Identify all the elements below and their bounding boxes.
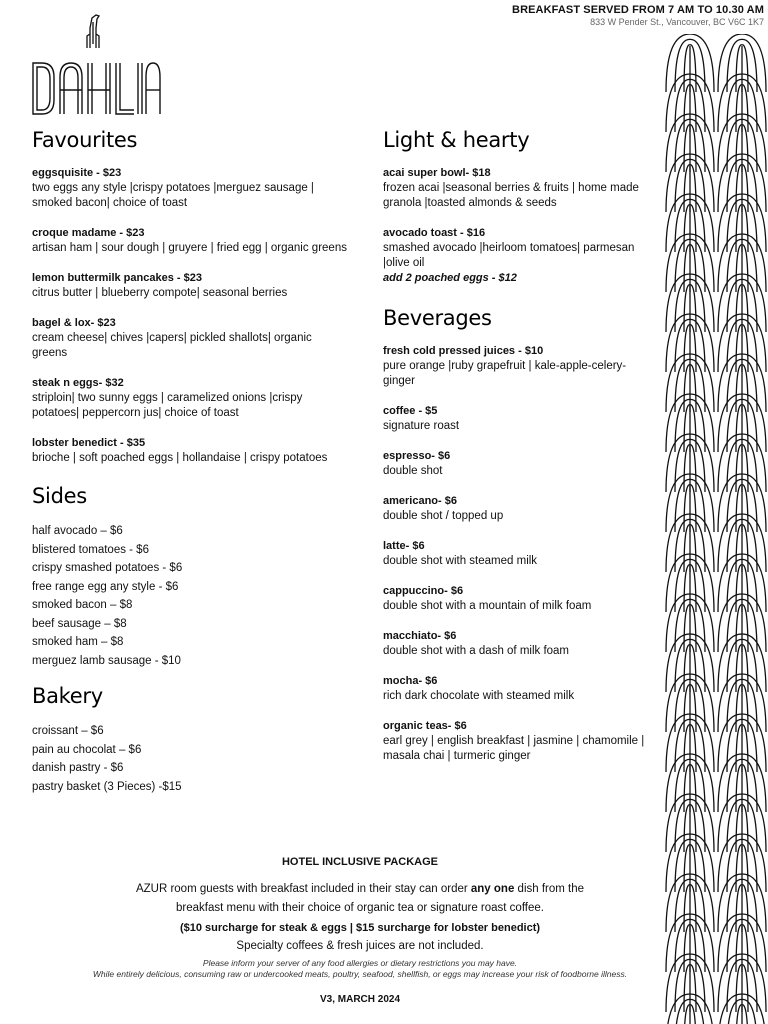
menu-item-name: americano- $6 — [383, 495, 457, 507]
menu-item — [383, 226, 645, 286]
list-item: blistered tomatoes - $6 — [32, 543, 149, 556]
menu-item — [383, 404, 645, 434]
menu-item-description: cream cheese| chives |capers| pickled shallots| organic greens — [32, 332, 312, 359]
left-column — [32, 128, 350, 808]
menu-item-name: lemon buttermilk pancakes - $23 — [32, 272, 202, 284]
disclaimer — [0, 958, 720, 980]
disclaimer-line-1: Please inform your server of any food allergies or dietary restrictions you may have. — [202, 958, 518, 968]
menu-item — [383, 584, 645, 614]
menu-item-name: fresh cold pressed juices - $10 — [383, 345, 544, 357]
menu-item — [32, 436, 350, 466]
menu-item-name: mocha- $6 — [383, 675, 438, 687]
menu-item-name: coffee - $5 — [383, 405, 438, 417]
menu-item — [32, 226, 350, 256]
menu-item-name: eggsquisite - $23 — [32, 167, 122, 179]
breakfast-hours: BREAKFAST SERVED FROM 7 AM TO 10.30 AM — [512, 4, 764, 16]
menu-item-name: macchiato- $6 — [383, 630, 457, 642]
menu-item-name: espresso- $6 — [383, 450, 451, 462]
package-description — [125, 880, 595, 918]
favourites-title: Favourites — [32, 128, 138, 152]
menu-item — [383, 494, 645, 524]
header-info — [512, 4, 764, 27]
footer — [0, 856, 720, 1005]
menu-item-addon: add 2 poached eggs - $12 — [383, 272, 517, 284]
menu-item-description: double shot — [383, 465, 443, 477]
beverages-list — [383, 344, 645, 764]
menu-item-description: double shot with a dash of milk foam — [383, 645, 570, 657]
list-item: merguez lamb sausage - $10 — [32, 654, 181, 667]
menu-item-description: brioche | soft poached eggs | hollandaise | crispy potatoes — [32, 452, 328, 464]
sides-title: Sides — [32, 484, 87, 508]
package-text-bold: any one — [470, 883, 515, 895]
light-hearty-title: Light & hearty — [383, 128, 530, 152]
favourites-list — [32, 166, 350, 466]
menu-item-name: bagel & lox- $23 — [32, 317, 116, 329]
address: 833 W Pender St., Vancouver, BC V6C 1K7 — [590, 17, 764, 27]
list-item: smoked ham – $8 — [32, 636, 124, 648]
list-item: free range egg any style - $6 — [32, 580, 179, 593]
menu-item — [32, 316, 350, 361]
package-text-before: AZUR room guests with breakfast included in their stay can order — [135, 883, 471, 895]
leaf-scale — [718, 34, 766, 92]
menu-item-name: croque madame - $23 — [32, 227, 145, 239]
logo-letters — [33, 63, 160, 114]
list-item: pastry basket (3 Pieces) -$15 — [32, 780, 182, 793]
menu-item-name: lobster benedict - $35 — [32, 437, 146, 449]
menu-item — [383, 719, 645, 764]
package-note: Specialty coffees & fresh juices are not included. — [236, 940, 484, 952]
menu-item — [383, 344, 645, 389]
list-item: half avocado – $6 — [32, 525, 123, 537]
menu-item — [383, 166, 645, 211]
sides-list — [32, 522, 350, 670]
package-title: HOTEL INCLUSIVE PACKAGE — [281, 856, 439, 868]
list-item: crispy smashed potatoes - $6 — [32, 562, 183, 574]
menu-item — [32, 271, 350, 301]
menu-item-description: double shot with steamed milk — [383, 555, 538, 567]
menu-item-description: signature roast — [383, 420, 460, 432]
dahlia-logo-graphic — [30, 8, 162, 120]
menu-item — [32, 166, 350, 211]
giraffe-icon — [87, 15, 99, 48]
menu-item-description: frozen acai |seasonal berries & fruits | home made granola |toasted almonds & seeds — [383, 182, 639, 209]
menu-item-name: cappuccino- $6 — [383, 585, 464, 597]
art-deco-leaf-pattern-icon — [664, 34, 768, 1024]
bakery-title: Bakery — [32, 684, 103, 708]
menu-item-name: organic teas- $6 — [383, 720, 467, 732]
menu-item-description: pure orange |ruby grapefruit | kale-apple-celery-ginger — [383, 360, 627, 387]
list-item: croissant – $6 — [32, 725, 104, 737]
right-column — [383, 128, 645, 779]
menu-item-description: striploin| two sunny eggs | caramelized onions |crispy potatoes| peppercorn jus| choice of toast — [32, 392, 303, 419]
menu-item — [32, 376, 350, 421]
menu-item-description: rich dark chocolate with steamed milk — [383, 690, 575, 702]
bakery-list — [32, 722, 350, 796]
menu-item-description: double shot / topped up — [383, 510, 504, 522]
list-item: pain au chocolat – $6 — [32, 743, 142, 756]
menu-item-description: two eggs any style |crispy potatoes |merguez sausage | smoked bacon| choice of toast — [32, 182, 314, 209]
menu-item-description: smashed avocado |heirloom tomatoes| parmesan |olive oil — [383, 242, 635, 269]
list-item: danish pastry - $6 — [32, 762, 124, 774]
light-hearty-list — [383, 166, 645, 286]
menu-item-name: latte- $6 — [383, 540, 425, 552]
list-item: beef sausage – $8 — [32, 617, 127, 630]
menu-item-name: steak n eggs- $32 — [32, 377, 124, 389]
menu-item — [383, 629, 645, 659]
menu-item — [383, 449, 645, 479]
package-surcharge: ($10 surcharge for steak & eggs | $15 surcharge for lobster benedict) — [179, 922, 541, 934]
list-item: smoked bacon – $8 — [32, 599, 133, 611]
leaf-scale — [666, 34, 714, 92]
dahlia-logo — [30, 8, 162, 120]
version-label: V3, MARCH 2024 — [319, 994, 401, 1005]
package-text-after: dish from the breakfast menu with their choice of organic tea or signature roast coffee. — [176, 883, 585, 914]
menu-item-description: double shot with a mountain of milk foam — [383, 600, 592, 612]
menu-item-name: acai super bowl- $18 — [383, 167, 491, 179]
menu-item — [383, 674, 645, 704]
menu-item — [383, 539, 645, 569]
beverages-title: Beverages — [383, 306, 492, 330]
menu-item-name: avocado toast - $16 — [383, 227, 486, 239]
menu-item-description: artisan ham | sour dough | gruyere | fried egg | organic greens — [32, 242, 347, 254]
disclaimer-line-2: While entirely delicious, consuming raw or undercooked meats, poultry, seafood, shellfish, or eggs may increase your risk of foodborne illness. — [92, 969, 628, 979]
menu-item-description: earl grey | english breakfast | jasmine | chamomile | masala chai | turmeric ginger — [383, 735, 645, 762]
menu-item-description: citrus butter | blueberry compote| seasonal berries — [32, 287, 288, 299]
